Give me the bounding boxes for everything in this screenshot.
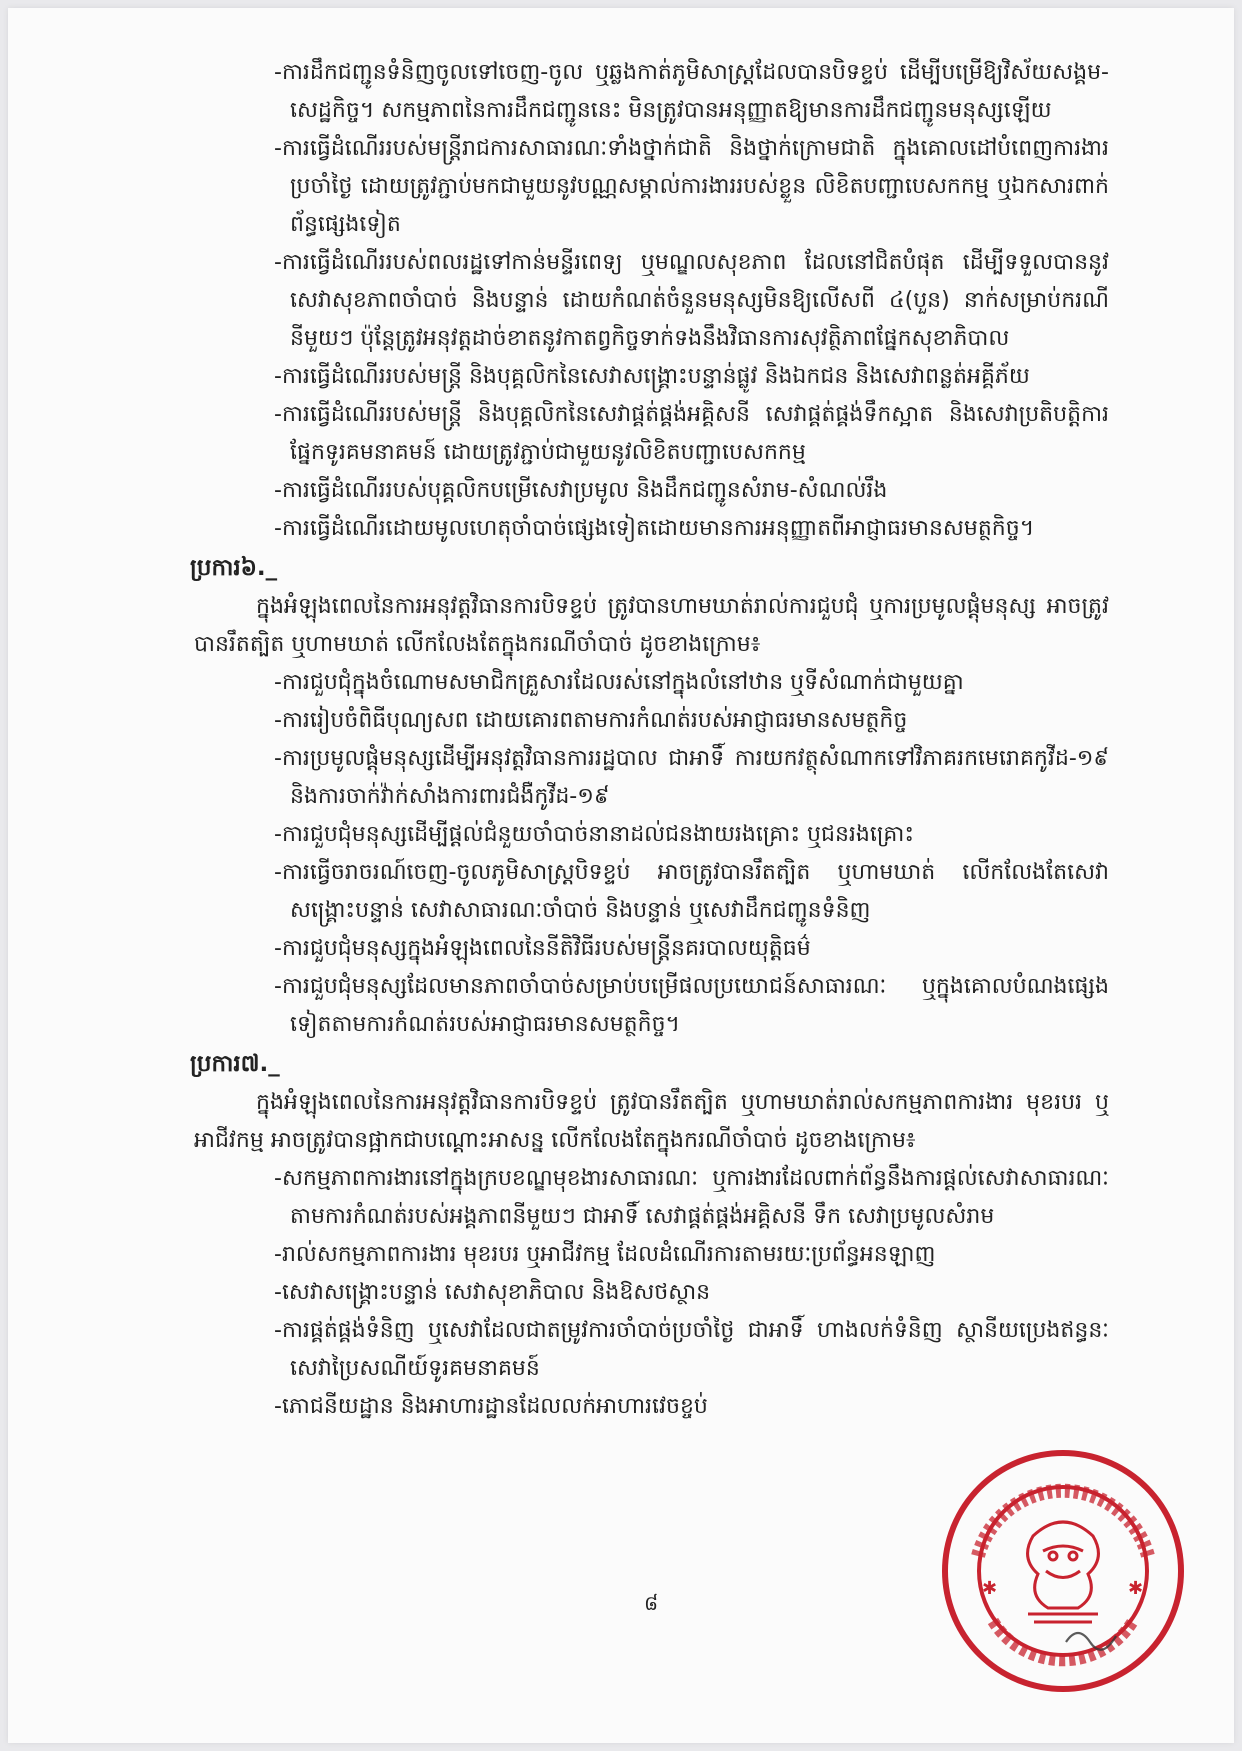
official-seal-icon (938, 1446, 1188, 1696)
list-item: -សេវាសង្គ្រោះបន្ទាន់ សេវាសុខាភិបាល និងឱសថស្ថាន (274, 1280, 711, 1305)
list-item: -ការធ្វើដំណើររបស់មន្ត្រី និងបុគ្គលិកនៃសេវាសង្គ្រោះបន្ទាន់ផ្លូវ និងឯកជន និងសេវាពន្លត់អគ្គីភ័យ (274, 364, 1030, 389)
list-item: -ការធ្វើដំណើរដោយមូលហេតុចាំបាច់ផ្សេងទៀតដោយមានការអនុញ្ញាតពីអាជ្ញាធរមានសមត្ថកិច្ច។ (274, 516, 1035, 541)
list-item: -ការជួបជុំមនុស្សក្នុងអំឡុងពេលនៃនីតិវិធីរបស់មន្ត្រីនគរបាលយុត្តិធម៌ (274, 936, 811, 961)
document-page (8, 8, 1234, 1743)
list-item: -ការធ្វើចរាចរណ៍ចេញ-ចូលភូមិសាស្ត្របិទខ្ទប់ អាចត្រូវបានរឹតត្បិត ឬហាមឃាត់ លើកលែងតែសេវាសង្គ្រោះបន្ទាន់ សេវាសាធារណៈចាំបាច់ និងបន្ទាន់ ឬសេវាដឹកជញ្ជូនទំនិញ (274, 860, 1109, 923)
list-item: -ការប្រមូលផ្តុំមនុស្សដើម្បីអនុវត្តវិធានការរដ្ឋបាល ជាអាទិ៍ ការយកវត្ថុសំណាកទៅវិភាគរកមេរោគកូវីដ-១៩ និងការចាក់វ៉ាក់សាំងការពារជំងឺកូវីដ-១៩ (274, 746, 1109, 809)
article-6-intro: ក្នុងអំឡុងពេលនៃការអនុវត្តវិធានការបិទខ្ទប់ ត្រូវបានហាមឃាត់រាល់ការជួបជុំ ឬការប្រមូលផ្តុំមនុស្ស អាចត្រូវបានរឹតត្បិត ឬហាមឃាត់ លើកលែងតែក្នុងករណីចាំបាច់ ដូចខាងក្រោម៖ (194, 594, 1109, 657)
list-item: -រាល់សកម្មភាពការងារ មុខរបរ ឬអាជីវកម្ម ដែលដំណើរការតាមរយៈប្រព័ន្ធអនឡាញ (274, 1242, 936, 1267)
seal-emblem-icon (1028, 1522, 1099, 1622)
article-6-heading: ប្រការ៦._ (190, 555, 278, 581)
seal-star-right-icon: ✱ (1128, 1578, 1144, 1599)
list-item: -ការធ្វើដំណើររបស់មន្ត្រី និងបុគ្គលិកនៃសេវាផ្គត់ផ្គង់អគ្គិសនី សេវាផ្គត់ផ្គង់ទឹកស្អាត និងសេវាប្រតិបត្តិការផ្នែកទូរគមនាគមន៍ ដោយត្រូវភ្ជាប់ជាមួយនូវលិខិតបញ្ជាបេសកកម្ម (274, 402, 1109, 465)
list-item: -សកម្មភាពការងារនៅក្នុងក្របខណ្ឌមុខងារសាធារណៈ ឬការងារដែលពាក់ព័ន្ធនឹងការផ្តល់សេវាសាធារណៈ តាមការកំណត់របស់អង្គភាពនីមួយៗ ជាអាទិ៍ សេវាផ្គត់ផ្គង់អគ្គិសនី ទឹក សេវាប្រមូលសំរាម (274, 1166, 1109, 1229)
article-7-heading: ប្រការ៧._ (190, 1051, 280, 1077)
section-a-list (194, 54, 1109, 548)
list-item: -ភោជនីយដ្ឋាន និងអាហារដ្ឋានដែលលក់អាហារវេចខ្ចប់ (274, 1394, 708, 1419)
page-number: ៨ (644, 1591, 659, 1615)
list-item: -ការជួបជុំក្នុងចំណោមសមាជិកគ្រួសារដែលរស់នៅក្នុងលំនៅឋាន ឬទីសំណាក់ជាមួយគ្នា (274, 670, 964, 695)
list-item: -ការធ្វើដំណើររបស់បុគ្គលិកបម្រើសេវាប្រមូល និងដឹកជញ្ជូនសំរាម-សំណល់រឹង (274, 478, 888, 503)
list-item: -ការដឹកជញ្ជូនទំនិញចូលទៅចេញ-ចូល ឬឆ្លងកាត់ភូមិសាស្ត្រដែលបានបិទខ្ទប់ ដើម្បីបម្រើឱ្យវិស័យសង្គម-សេដ្ឋកិច្ច។ សកម្មភាពនៃការដឹកជញ្ជូននេះ មិនត្រូវបានអនុញ្ញាតឱ្យមានការដឹកជញ្ជូនមនុស្សឡើយ (274, 60, 1109, 123)
article-6-list (194, 664, 1109, 1044)
list-item: -ការធ្វើដំណើររបស់មន្ត្រីរាជការសាធារណៈទាំងថ្នាក់ជាតិ និងថ្នាក់ក្រោមជាតិ ក្នុងគោលដៅបំពេញការងារប្រចាំថ្ងៃ ដោយត្រូវភ្ជាប់មកជាមួយនូវបណ្ណសម្គាល់ការងាររបស់ខ្លួន លិខិតបញ្ជាបេសកកម្ម ឬឯកសារពាក់ព័ន្ធផ្សេងទៀត (274, 136, 1109, 237)
article-7-intro: ក្នុងអំឡុងពេលនៃការអនុវត្តវិធានការបិទខ្ទប់ ត្រូវបានរឹតត្បិត ឬហាមឃាត់រាល់សកម្មភាពការងារ មុខរបរ ឬអាជីវកម្ម អាចត្រូវបានផ្អាកជាបណ្តោះអាសន្ន លើកលែងតែក្នុងករណីចាំបាច់ ដូចខាងក្រោម៖ (194, 1090, 1109, 1153)
list-item: -ការរៀបចំពិធីបុណ្យសព ដោយគោរពតាមការកំណត់របស់អាជ្ញាធរមានសមត្ថកិច្ច (274, 708, 908, 733)
document-body (190, 54, 1109, 1426)
list-item: -ការជួបជុំមនុស្សដែលមានភាពចាំបាច់សម្រាប់បម្រើផលប្រយោជន៍សាធារណៈ ឬក្នុងគោលបំណងផ្សេងទៀតតាមការកំណត់របស់អាជ្ញាធរមានសមត្ថកិច្ច។ (274, 974, 1109, 1037)
article-7-list (194, 1160, 1109, 1426)
seal-star-left-icon: ✱ (982, 1578, 998, 1599)
list-item: -ការជួបជុំមនុស្សដើម្បីផ្តល់ជំនួយចាំបាច់នានាដល់ជនងាយរងគ្រោះ ឬជនរងគ្រោះ (274, 822, 915, 847)
list-item: -ការផ្គត់ផ្គង់ទំនិញ ឬសេវាដែលជាតម្រូវការចាំបាច់ប្រចាំថ្ងៃ ជាអាទិ៍ ហាងលក់ទំនិញ ស្ថានីយប្រេងឥន្ធនៈ សេវាប្រៃសណីយ៍ទូរគមនាគមន៍ (274, 1318, 1109, 1381)
list-item: -ការធ្វើដំណើររបស់ពលរដ្ឋទៅកាន់មន្ទីរពេទ្យ ឬមណ្ឌលសុខភាព ដែលនៅជិតបំផុត ដើម្បីទទួលបាននូវសេវាសុខភាពចាំបាច់ និងបន្ទាន់ ដោយកំណត់ចំនួនមនុស្សមិនឱ្យលើសពី ៤(បួន) នាក់សម្រាប់ករណីនីមួយៗ ប៉ុន្តែត្រូវអនុវត្តដាច់ខាតនូវកាតព្វកិច្ចទាក់ទងនឹងវិធានការសុវត្ថិភាពផ្នែកសុខាភិបាល (274, 250, 1109, 351)
